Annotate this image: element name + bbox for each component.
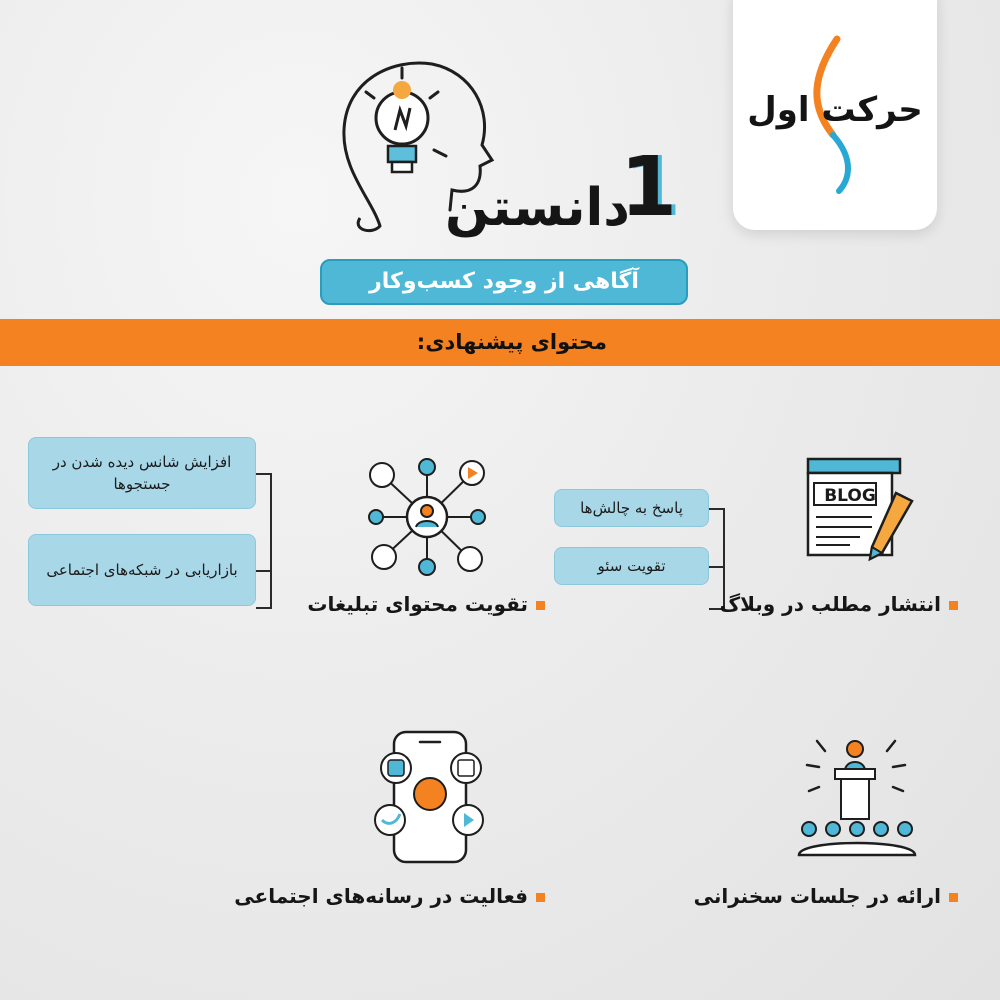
social-media-phone-icon (360, 728, 500, 868)
network-icon (362, 455, 492, 580)
sub-pill-search: افزایش شانس دیده شدن در جستجوها (28, 437, 256, 509)
item-label-ads (307, 592, 545, 616)
logo-card (733, 0, 937, 230)
page-title (430, 178, 630, 238)
subtitle-pill: آگاهی از وجود کسب‌وکار (320, 259, 688, 305)
suggested-content-band (0, 319, 1000, 366)
item-label-speaking (694, 884, 958, 908)
item-label-speaking-text: ارائه در جلسات سخنرانی (693, 884, 941, 908)
bullet-icon (949, 601, 958, 610)
item-label-blog (720, 592, 958, 616)
title-number: 1 (620, 140, 678, 235)
blog-badge-text: BLOG (824, 486, 876, 506)
item-label-social-text: فعالیت در رسانه‌های اجتماعی (234, 884, 528, 908)
ads-connector-top (256, 473, 270, 475)
sub-pill-seo: تقویت سئو (554, 547, 709, 585)
band-label: محتوای پیشنهادی: (416, 330, 607, 354)
bullet-icon (536, 893, 545, 902)
blog-connector-top (709, 508, 723, 510)
item-label-ads-text: تقویت محتوای تبلیغات (307, 592, 528, 616)
bullet-icon (536, 601, 545, 610)
blog-connector-mid (709, 566, 723, 568)
sub-pill-challenges: پاسخ به چالش‌ها (554, 489, 709, 527)
logo-text: حرکت اول (747, 90, 923, 130)
speaker-podium-icon (795, 735, 920, 860)
blog-icon (800, 455, 920, 565)
bullet-icon (949, 893, 958, 902)
sub-pill-social-marketing: بازاریابی در شبکه‌های اجتماعی (28, 534, 256, 606)
ads-connector-mid (256, 570, 270, 572)
ads-bracket (256, 473, 272, 609)
item-label-blog-text: انتشار مطلب در وبلاگ (719, 592, 941, 616)
item-label-social (234, 884, 545, 908)
title-word: دانستن (445, 178, 630, 238)
